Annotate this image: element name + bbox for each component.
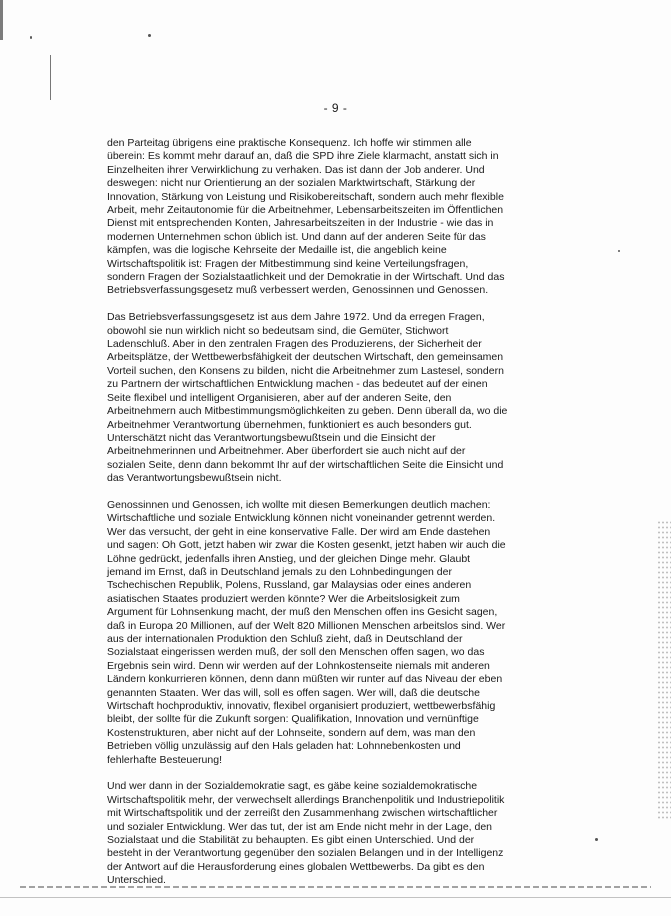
text-line: sondern Fragen der Sozialstaatlichkeit und der Demokratie in der Wirtschaft. Und das [107,271,505,284]
scan-edge-line [50,55,51,100]
scan-speck [595,838,598,841]
text-line: Vorteil suchen, den Konsens zu bilden, nicht die Arbeitnehmer zum Lastesel, sondern [107,364,504,377]
scan-corner-mark [0,0,16,40]
text-line: Arbeitnehmern auch Mitbestimmungsmöglichkeiten zu geben. Denn überall da, wo die [107,405,508,418]
scan-speck [30,36,32,39]
text-line: Innovation, Stärkung von Leistung und Risikobereitschaft, sondern auch mehr flexible [107,190,504,203]
text-line: genannten Staaten. Wer das will, soll es offen sagen. Wer will, daß die deutsche [107,686,480,699]
text-line: überein: Es kommt mehr darauf an, daß die SPD ihre Ziele klarmacht, anstatt sich in [107,150,499,163]
paragraph [107,780,523,887]
text-line: Wer das versucht, der geht in eine konservative Falle. Der wird am Ende dastehen [107,525,491,538]
page-number: - 9 - [323,101,348,115]
text-line: Sozialstaat eingerissen werden muß, der soll den Menschen offen sagen, wo das [107,646,485,659]
text-line: Sozialstaat und die Stabilität zu behaupten. Es gibt einen Unterschied. Und der [107,834,475,847]
paragraph [107,137,523,298]
text-line: aus der internationalen Produktion den Schluß zieht, daß in Deutschland der [107,633,463,645]
text-line: das Verantwortungsbewußtsein nicht. [107,472,282,485]
text-line: jemand im Ernst, daß in Deutschland jemals zu den Lohnbedingungen der [107,565,452,578]
body-text [107,137,523,901]
text-line: kämpfen, was die logische Kehrseite der Medaille ist, die angeblich keine [107,244,447,257]
scan-speck [618,250,620,252]
text-line: der Antwort auf die Herausforderung eines globalen Wettbewerbs. Da gibt es den [107,860,485,873]
text-line: Unterschätzt nicht das Verantwortungsbewußtsein und die Einsicht der [107,431,436,444]
text-line: Ergebnis sein wird. Denn wir werden auf der Lohnkostenseite niemals mit anderen [107,659,490,672]
text-line: und sagen: Oh Gott, jetzt haben wir zwar die Kosten gesenkt, jetzt haben wir auch die [107,539,506,552]
scan-noise [657,520,671,820]
text-line: bleibt, der sollte für die Zukunft sorgen: Qualifikation, Innovation und vernünftige [107,713,479,726]
text-line: deswegen: nicht nur Orientierung an der sozialen Marktwirtschaft, Stärkung der [107,177,476,190]
text-line: Kostenstrukturen, aber nicht auf der Lohnseite, sondern auf dem, was man den [107,726,476,739]
text-line: Genossinnen und Genossen, ich wollte mit diesen Bemerkungen deutlich machen: [107,498,491,511]
text-line: modernen Unternehmen schon üblich ist. Und dann auf der anderen Seite für das [107,230,486,243]
text-line: Wirtschaftliche und soziale Entwicklung können nicht voneinander getrennt werden. [107,512,496,525]
text-line: Ländern konkurrieren können, denn dann müßten wir runter auf das Niveau der eben [107,673,503,686]
text-line: Dienst mit entsprechenden Konten, Jahresarbeitszeiten in der Industrie - wie das in [107,217,494,230]
text-line: daß in Europa 20 Millionen, auf der Welt 820 Millionen Menschen arbeitslos sind. Wer [107,619,506,632]
text-line: Das Betriebsverfassungsgesetz ist aus dem Jahre 1972. Und da erregen Fragen, [107,311,485,324]
text-line: obowohl sie nun wirklich nicht so bedeutsam sind, die Gemüter, Stichwort [107,324,449,337]
text-line: zu Partnern der wirtschaftlichen Entwicklung machen - das bedeutet auf der einen [107,378,488,391]
text-line: Einzelheiten ihrer Verwirklichung zu verhaken. Das ist dann der Job anderer. Und [107,163,485,176]
text-line: Wirtschaftspolitik mehr, der verwechselt allerdings Branchenpolitik und Industriepolitik [107,793,505,806]
text-line: Betriebsverfassungsgesetz muß verbessert werden, Genossinnen und Genossen. [107,284,489,297]
scan-speck [148,34,151,37]
paragraph [107,499,523,767]
text-line: fehlerhafte Besteuerung! [107,753,222,766]
text-line: Wirtschaftspolitik ist: Fragen der Mitbestimmung sind keine Verteilungsfragen, [107,257,469,270]
text-line: den Parteitag übrigens eine praktische Konsequenz. Ich hoffe wir stimmen alle [107,137,472,149]
text-line: Und wer dann in der Sozialdemokratie sagt, es gäbe keine sozialdemokratische [107,780,478,793]
text-line: Löhne gedrückt, jedenfalls ihren Anstieg, und der gleichen Dinge mehr. Glaubt [107,552,471,565]
text-line: Betrieben völlig unzulässig auf den Hals geladen hat: Lohnnebenkosten und [107,740,461,753]
text-line: Arbeitnehmer Verantwortung übernehmen, funktioniert es auch besonders gut. [107,418,472,431]
text-line: Arbeit, mehr Zeitautonomie für die Arbeitnehmer, Lebensarbeitszeiten im Öffentlichen [107,204,504,217]
text-line: Argument für Lohnsenkung macht, der muß den Menschen offen ins Gesicht sagen, [107,606,498,619]
text-line: und sozialer Entwicklung. Wer das tut, der ist am Ende nicht mehr in der Lage, den [107,820,493,833]
text-line: Arbeitnehmerinnen und Arbeitnehmer. Aber überfordert sie auch nicht auf der [107,445,466,458]
text-line: Seite flexibel und intelligent Organisieren, aber auf der anderen Seite, den [107,391,452,404]
text-line: mit Wirtschaftspolitik und der zerreißt den Zusammenhang zwischen wirtschaftlicher [107,807,498,820]
text-line: Unterschied. [107,874,166,887]
text-line: sozialen Seite, denn dann bekommt Ihr auf der wirtschaftlichen Seite die Einsicht und [107,458,504,471]
text-line: Wirtschaft hochproduktiv, innovativ, flexibel organisiert produziert, wettbewerbsfähig [107,700,496,713]
text-line: besteht in der Verantwortung gegenüber den sozialen Belangen und in der Intelligenz [107,847,504,860]
text-line: Tschechischen Republik, Polens, Russland, gar Malaysias oder eines anderen [107,579,472,592]
paragraph [107,311,523,485]
text-line: Arbeitsplätze, der Wettbewerbsfähigkeit der deutschen Wirtschaft, den gemeinsamen [107,351,504,364]
text-line: Ladenschluß. Aber in den zentralen Fragen des Produzierens, der Sicherheit der [107,338,482,351]
text-line: asiatischen Staates produziert werden könnte? Wer die Arbeitslosigkeit zum [107,592,460,605]
